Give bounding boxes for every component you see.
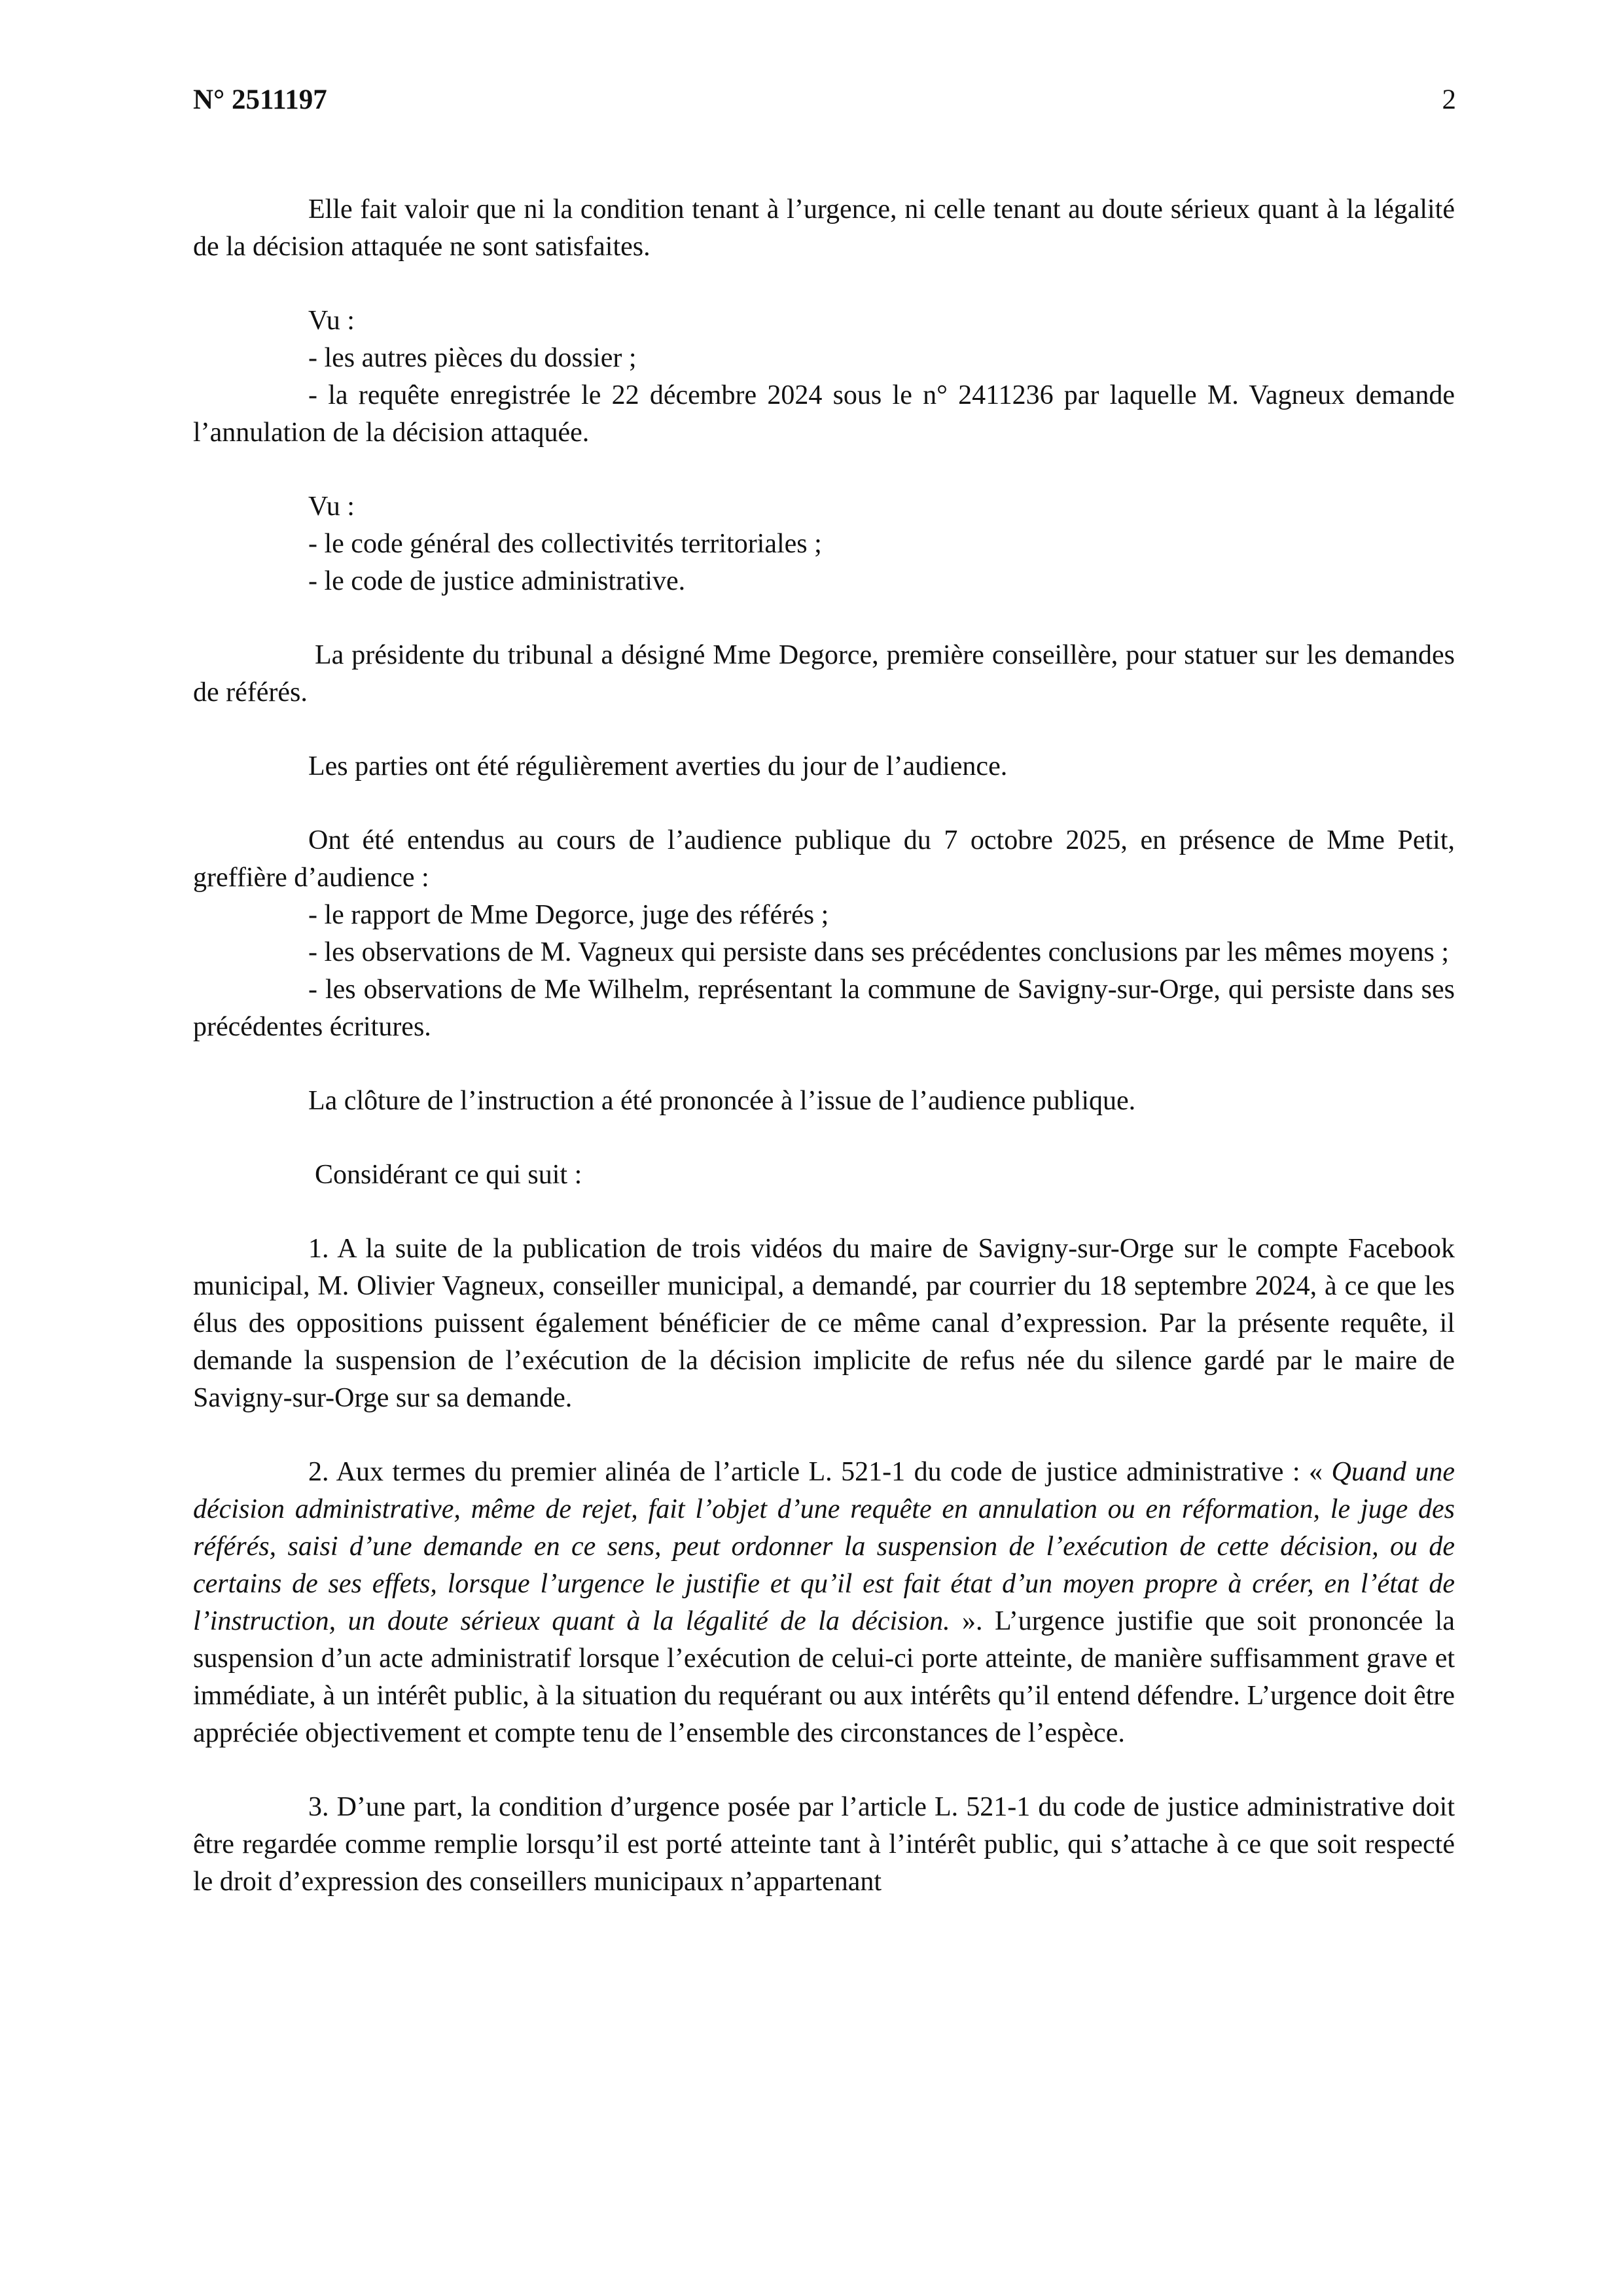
document-body <box>193 191 1455 1901</box>
paragraph-intro: Elle fait valoir que ni la condition tenant à l’urgence, ni celle tenant au doute sérieux quant à la légalité de la décision attaquée ne sont satisfaites. <box>193 194 1455 262</box>
paragraph-cloture: La clôture de l’instruction a été prononcée à l’issue de l’audience publique. <box>308 1086 1136 1116</box>
paragraph-parties: Les parties ont été régulièrement averties du jour de l’audience. <box>308 751 1008 781</box>
vu-heading: Vu : <box>308 492 355 522</box>
vu-item: - les autres pièces du dossier ; <box>308 343 637 373</box>
vu-item: - le code général des collectivités territoriales ; <box>308 529 822 559</box>
paragraph-2 <box>193 1454 1455 1752</box>
page-number: 2 <box>1442 84 1456 115</box>
audience-item: - les observations de M. Vagneux qui persiste dans ses précédentes conclusions par les mêmes moyens ; <box>308 937 1449 967</box>
paragraph-2-lead: 2. Aux termes du premier alinéa de l’article L. 521-1 du code de justice administrative : « <box>308 1457 1332 1487</box>
audience-intro: Ont été entendus au cours de l’audience publique du 7 octobre 2025, en présence de Mme Petit, greffière d’audience : <box>193 825 1455 893</box>
paragraph-considerant: Considérant ce qui suit : <box>315 1160 582 1190</box>
vu-section-codes <box>193 488 1455 600</box>
case-number: N° 2511197 <box>193 84 327 115</box>
paragraph-2-quote: Quand une décision administrative, même de rejet, fait l’objet d’une requête en annulation ou en réformation, le juge des référés, saisi d’une demande en ce sens, peut ordonner la suspension de l’exécution de cette décision, ou de certains de ses effets, lorsque l’urgence le justifie et qu’il est fait état d’un moyen propre à créer, en l’état de l’instruction, un doute sérieux quant à la légalité de la décision. <box>193 1457 1455 1636</box>
paragraph-presidente: La présidente du tribunal a désigné Mme Degorce, première conseillère, pour statuer sur les demandes de référés. <box>193 640 1455 708</box>
paragraph-1: 1. A la suite de la publication de trois vidéos du maire de Savigny-sur-Orge sur le compte Facebook municipal, M. Olivier Vagneux, conseiller municipal, a demandé, par courrier du 18 septembre 2024, à ce que les élus des oppositions puissent également bénéficier de ce même canal d’expression. Par la présente requête, il demande la suspension de l’exécution de la décision implicite de refus née du silence gardé par le maire de Savigny-sur-Orge sur sa demande. <box>193 1234 1455 1413</box>
audience-section <box>193 822 1455 1046</box>
vu-item: - le code de justice administrative. <box>308 566 686 596</box>
paragraph-3: 3. D’une part, la condition d’urgence posée par l’article L. 521-1 du code de justice administrative doit être regardée comme remplie lorsqu’il est porté atteinte tant à l’intérêt public, qui s’attache à ce que soit respecté le droit d’expression des conseillers municipaux n’appartenant <box>193 1792 1455 1897</box>
vu-section-pieces <box>193 302 1455 452</box>
page-header <box>193 84 1456 123</box>
vu-heading: Vu : <box>308 306 355 336</box>
audience-item: - le rapport de Mme Degorce, juge des référés ; <box>308 900 829 930</box>
audience-item: - les observations de Me Wilhelm, représentant la commune de Savigny-sur-Orge, qui persiste dans ses précédentes écritures. <box>193 975 1455 1042</box>
paragraph-2-tail: ». L’urgence justifie que soit prononcée la suspension d’un acte administratif lorsque l’exécution de celui-ci porte atteinte, de manière suffisamment grave et immédiate, à un intérêt public, à la situation du requérant ou aux intérêts qu’il entend défendre. L’urgence doit être appréciée objectivement et compte tenu de l’ensemble des circonstances de l’espèce. <box>193 1606 1455 1748</box>
vu-item: - la requête enregistrée le 22 décembre 2024 sous le n° 2411236 par laquelle M. Vagneux demande l’annulation de la décision attaquée. <box>193 380 1455 448</box>
